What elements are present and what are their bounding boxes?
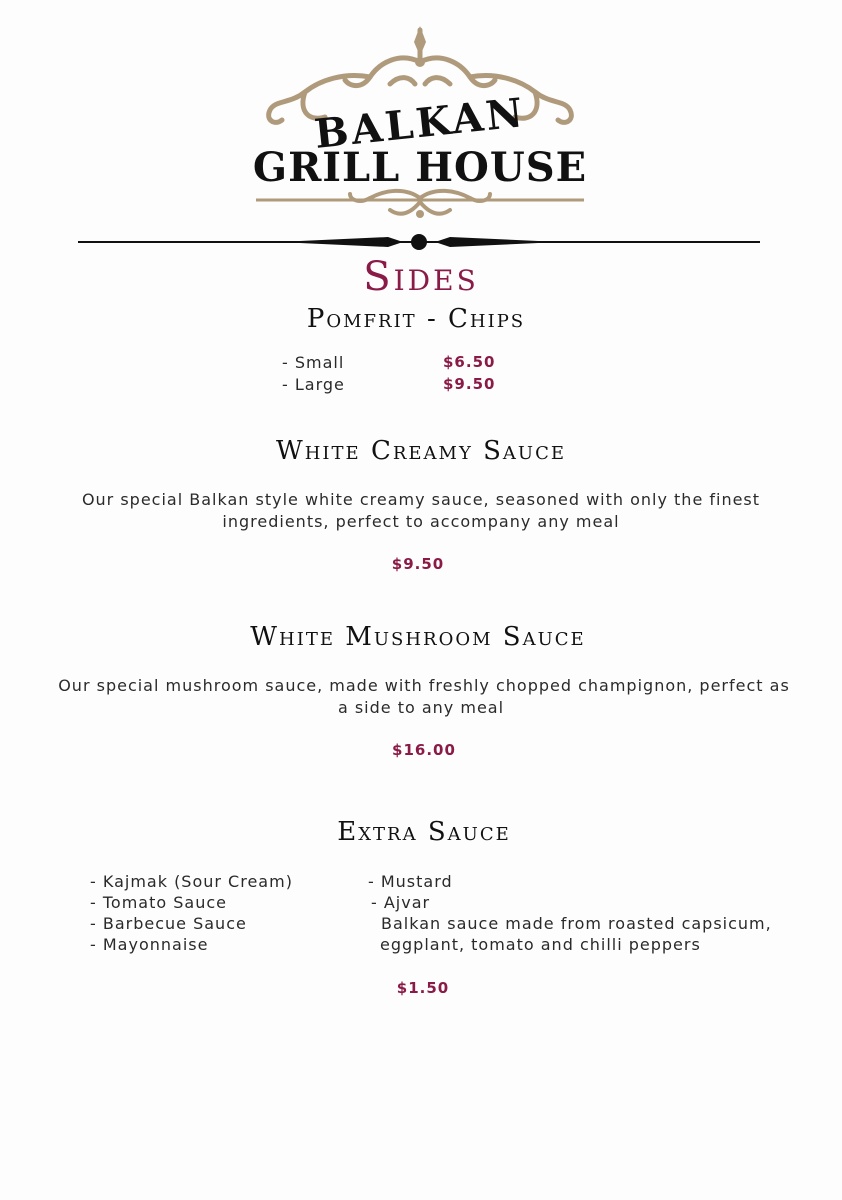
extra-left-4: - Mayonnaise <box>90 935 209 954</box>
page-title: Sides <box>363 254 479 300</box>
extra-left-1: - Kajmak (Sour Cream) <box>90 872 293 891</box>
pomfrit-small-label: - Small <box>282 353 345 372</box>
extra-left-2: - Tomato Sauce <box>90 893 227 912</box>
extra-right-3: Balkan sauce made from roasted capsicum, <box>381 914 772 933</box>
white-mushroom-price: $16.00 <box>392 741 456 759</box>
white-creamy-price: $9.50 <box>391 555 445 573</box>
white-creamy-title: White Creamy Sauce <box>276 436 566 466</box>
pomfrit-large-price: $9.50 <box>443 375 496 393</box>
pomfrit-small-price: $6.50 <box>443 353 496 371</box>
logo <box>250 22 590 227</box>
logo-line1: BALKAN <box>312 89 528 158</box>
logo-line2: GRILL HOUSE <box>252 144 588 191</box>
extra-right-4: eggplant, tomato and chilli peppers <box>380 935 701 954</box>
extra-right-2: - Ajvar <box>371 893 431 912</box>
white-mushroom-desc-2: a side to any meal <box>337 698 505 717</box>
pomfrit-large-label: - Large <box>282 375 345 394</box>
pomfrit-title: Pomfrit - Chips <box>306 304 526 334</box>
extra-sauce-price: $1.50 <box>396 979 450 997</box>
extra-sauce-title: Extra Sauce <box>337 817 511 847</box>
white-creamy-desc-2: ingredients, perfect to accompany any meal <box>222 512 620 531</box>
white-mushroom-desc-1: Our special mushroom sauce, made with freshly chopped champignon, perfect as <box>58 676 790 695</box>
white-mushroom-title: White Mushroom Sauce <box>250 622 586 652</box>
white-creamy-desc-1: Our special Balkan style white creamy sauce, seasoned with only the finest <box>81 490 761 509</box>
extra-right-1: - Mustard <box>368 872 453 891</box>
extra-left-3: - Barbecue Sauce <box>90 914 247 933</box>
section-divider <box>78 230 760 254</box>
